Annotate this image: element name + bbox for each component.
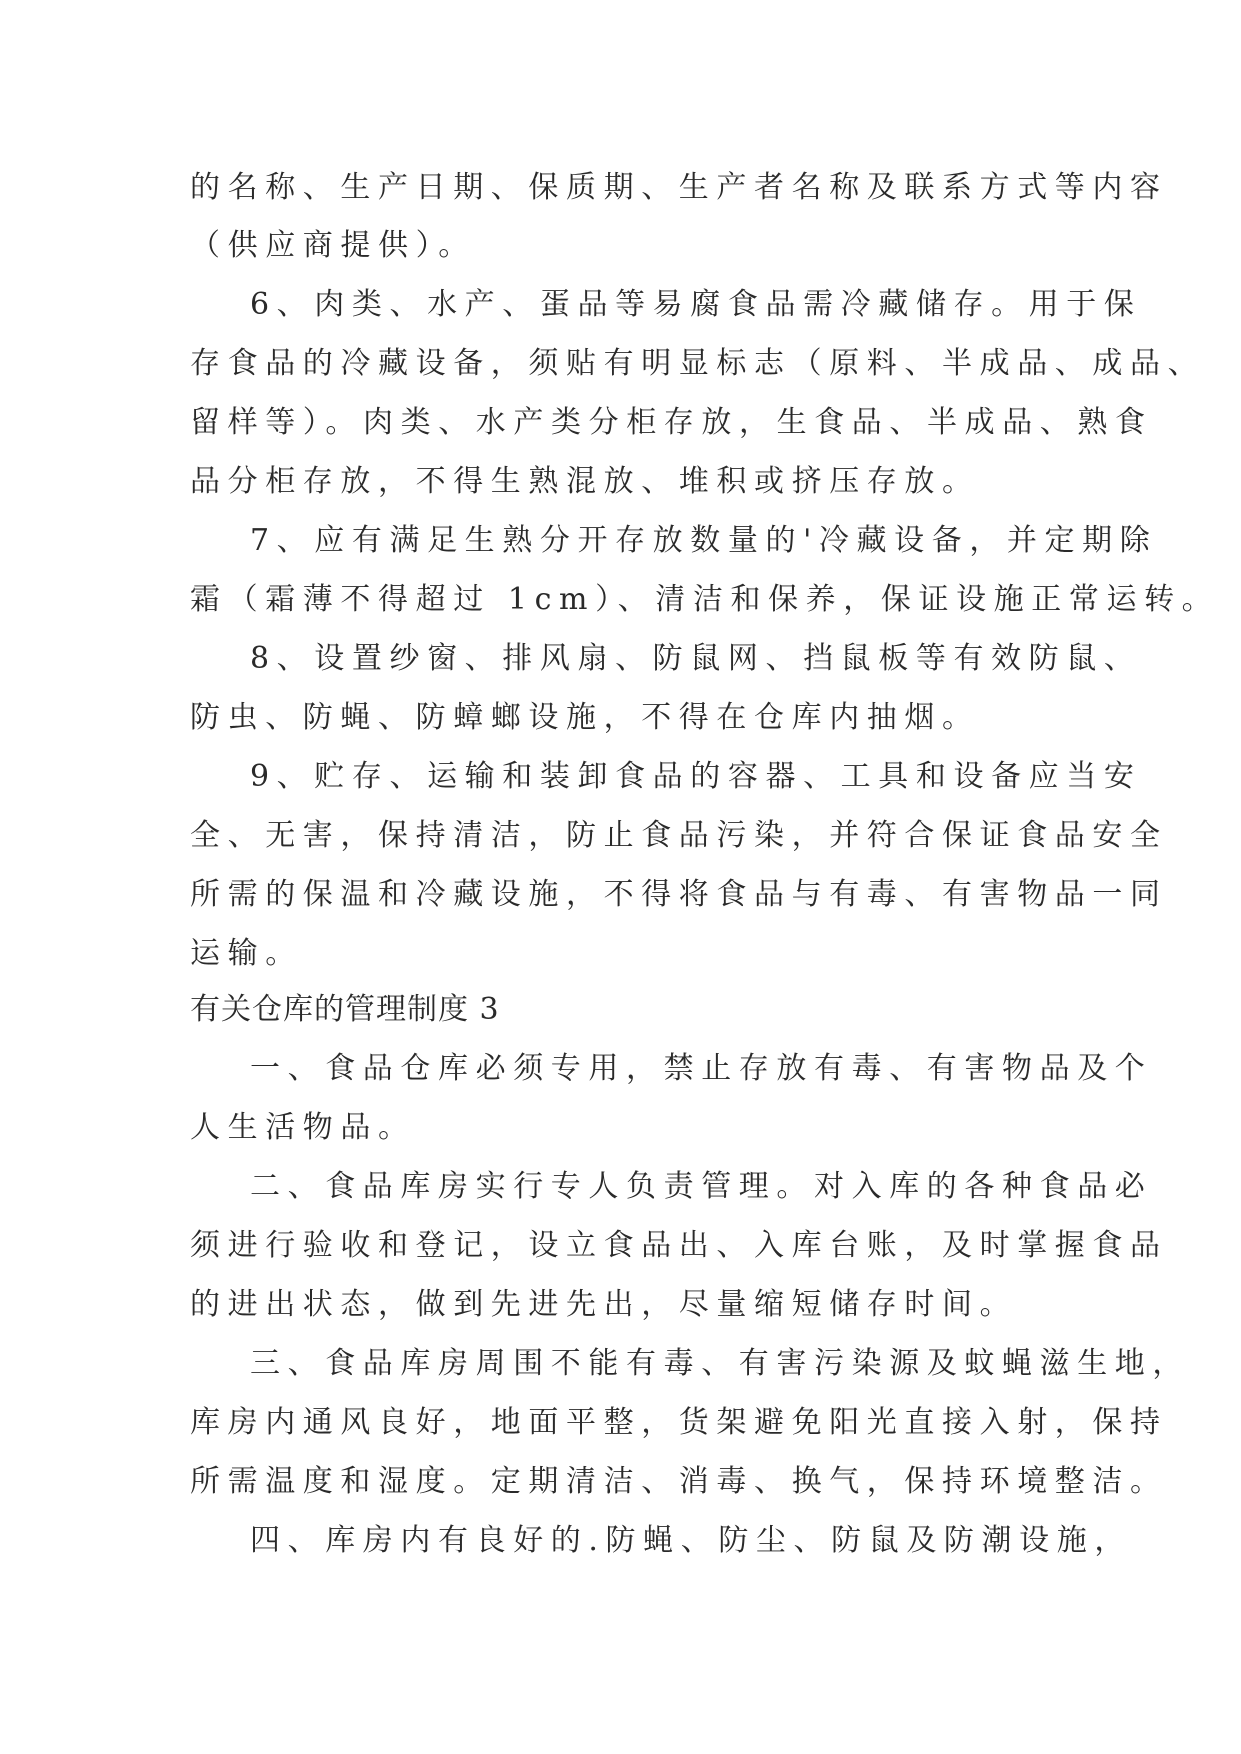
text-line: 防虫、防蝇、防蟑螂设施，不得在仓库内抽烟。 — [190, 700, 980, 735]
paragraph-first-line: 9、贮存、运输和装卸食品的容器、工具和设备应当安 — [250, 759, 1142, 794]
paragraph-first-line: 7、应有满足生熟分开存放数量的'冷藏设备，并定期除 — [250, 523, 1158, 558]
text-line: 品分柜存放，不得生熟混放、堆积或挤压存放。 — [190, 464, 980, 499]
text-line: 的名称、生产日期、保质期、生产者名称及联系方式等内容 — [190, 170, 1168, 205]
section-heading: 有关仓库的管理制度 3 — [190, 992, 500, 1027]
text-line: 运输。 — [190, 936, 303, 971]
paragraph-first-line: 8、设置纱窗、排风扇、防鼠网、挡鼠板等有效防鼠、 — [250, 641, 1142, 676]
text-line: 的进出状态，做到先进先出，尽量缩短储存时间。 — [190, 1287, 1018, 1322]
paragraph-first-line: 6、肉类、水产、蛋品等易腐食品需冷藏储存。用于保 — [250, 287, 1142, 322]
text-line: 须进行验收和登记，设立食品出、入库台账，及时掌握食品 — [190, 1228, 1168, 1263]
text-line: 库房内通风良好，地面平整，货架避免阳光直接入射，保持 — [190, 1405, 1168, 1440]
text-line: 所需温度和湿度。定期清洁、消毒、换气，保持环境整洁。 — [190, 1464, 1168, 1499]
paragraph-first-line: 三、食品库房周围不能有毒、有害污染源及蚊蝇滋生地， — [250, 1346, 1190, 1381]
text-line: 存食品的冷藏设备，须贴有明显标志（原料、半成品、成品、 — [190, 346, 1206, 381]
text-line: 霜（霜薄不得超过 1cm）、清洁和保养，保证设施正常运转。 — [190, 582, 1220, 617]
text-line: 所需的保温和冷藏设施，不得将食品与有毒、有害物品一同 — [190, 877, 1168, 912]
text-line: 留样等）。肉类、水产类分柜存放，生食品、半成品、熟食 — [190, 405, 1153, 440]
paragraph-first-line: 一、食品仓库必须专用，禁止存放有毒、有害物品及个 — [250, 1051, 1153, 1086]
paragraph-first-line: 二、食品库房实行专人负责管理。对入库的各种食品必 — [250, 1169, 1153, 1204]
text-line: 全、无害，保持清洁，防止食品污染，并符合保证食品安全 — [190, 818, 1168, 853]
paragraph-first-line: 四、库房内有良好的.防蝇、防尘、防鼠及防潮设施， — [250, 1523, 1132, 1558]
text-line: 人生活物品。 — [190, 1110, 416, 1145]
text-line: （供应商提供）。 — [190, 228, 476, 263]
